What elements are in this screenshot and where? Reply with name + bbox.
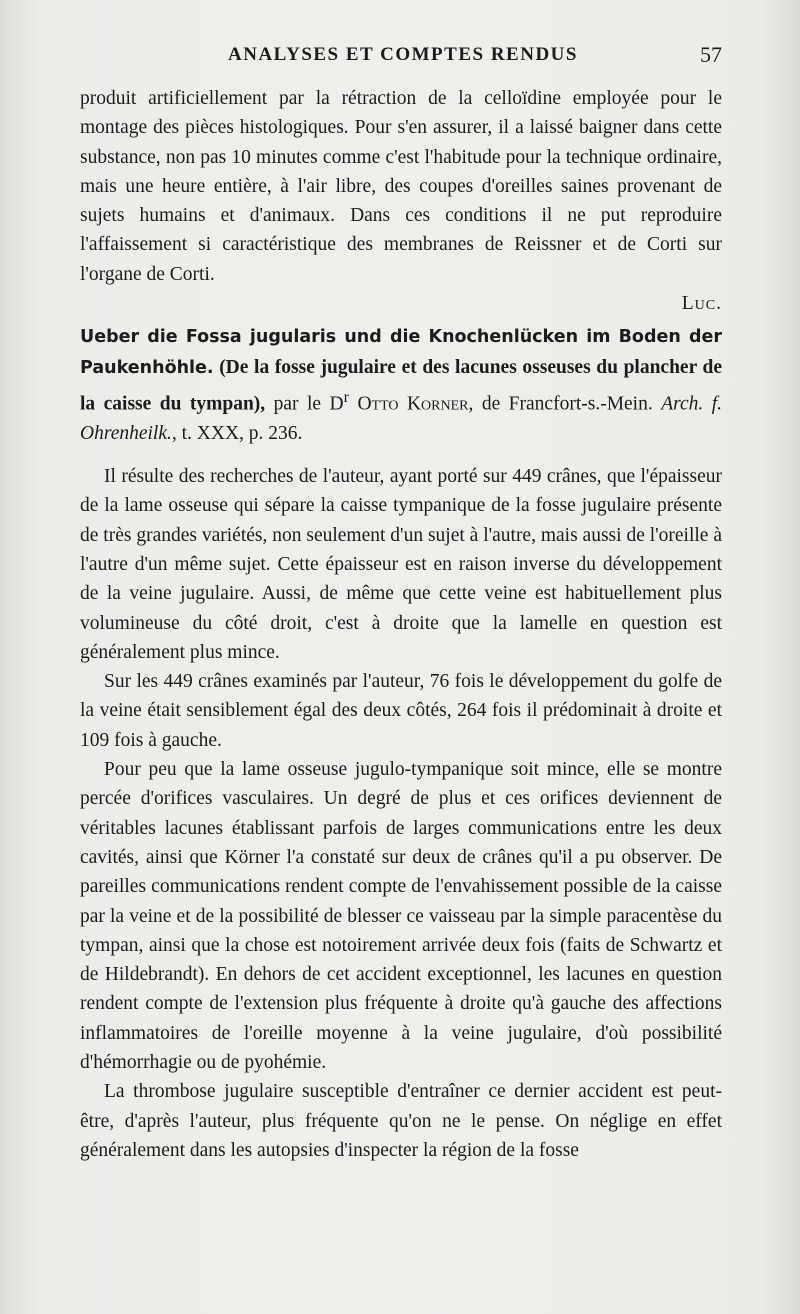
- article-journal: Arch. f. Ohrenheilk.: [80, 393, 722, 444]
- signature-luc: Luc.: [681, 293, 722, 315]
- article-by: par le D: [265, 393, 344, 415]
- paragraph-2: Sur les 449 crânes examinés par l'auteur, 76 fois le développement du golfe de la veine était sensiblement égal des deux côtés, 264 fois il prédominait à droite et 109 fois à gauche.: [80, 671, 722, 751]
- paragraph-3: Pour peu que la lame osseuse jugulo-tympanique soit mince, elle se montre percée d'orifices vasculaires. Un degré de plus et ces orifices deviennent de véritables lacunes établissant parfois de larges communications entre les deux cavités, ainsi que Körner l'a constaté sur deux de crânes qu'il a pu observer. De pareilles communications rendent compte de l'envahissement possible de la caisse par la veine et de la possibilité de blesser ce vaisseau par la simple paracentèse du tympan, ainsi que la chose est notoirement arrivée deux fois (faits de Schwartz et de Hildebrandt). En dehors de cet accident exceptionnel, les lacunes en question rendent compte de l'extension plus fréquente à droite qu'à gauche des affections inflammatoires de l'oreille moyenne à la veine jugulaire, d'où possibilité d'hémorrhagie ou de pyohémie.: [80, 759, 722, 1073]
- page-header: [80, 40, 722, 74]
- running-title: ANALYSES ET COMPTES RENDUS: [228, 44, 578, 65]
- article-location: , de Francfort-s.-Mein.: [468, 393, 662, 415]
- article-author-first: Otto: [349, 393, 407, 415]
- page-number: 57: [700, 42, 722, 67]
- article-heading: [80, 322, 722, 448]
- paragraph-intro: produit artificiellement par la rétraction de la celloïdine employée pour le montage des pièces histologiques. Pour s'en assurer, il a laissé baigner dans cette substance, non pas 10 minutes comme c'est l'habitude pour la technique ordinaire, mais une heure entière, à l'air libre, des coupes d'oreilles saines provenant de sujets humains et d'animaux. Dans ces conditions il ne put reproduire l'affaissement si caractéristique des membranes de Reissner et de Corti sur l'organe de Corti.: [80, 88, 722, 285]
- paragraph-1: Il résulte des recherches de l'auteur, ayant porté sur 449 crânes, que l'épaisseur de la lame osseuse qui sépare la caisse tympanique de la fosse jugulaire présente de très grandes variétés, non seulement d'un sujet à l'autre, mais aussi de l'oreille à l'autre d'un même sujet. Cette épaisseur est en raison inverse du développement de la veine jugulaire. Aussi, de même que cette veine est habituellement plus volumineuse du côté droit, c'est à droite que la lamelle en question est généralement plus mince.: [80, 466, 722, 663]
- article-title-german: Ueber die Fossa jugularis und die Knochenlücken im Boden der Paukenhöhle.: [80, 327, 722, 378]
- article-doctor-sup: r: [343, 387, 350, 406]
- article-citation: , t. XXX, p. 236.: [171, 422, 303, 444]
- article-title-french: (De la fosse jugulaire et des lacunes osseuses du plancher de la caisse du tympan),: [80, 356, 722, 415]
- article-author-last: Korner: [406, 393, 469, 415]
- paragraph-4: La thrombose jugulaire susceptible d'entraîner ce dernier accident est peut-être, d'après l'auteur, plus fréquente qu'on ne le pense. On néglige en effet généralement dans les autopsies d'inspecter la région de la fosse: [80, 1081, 722, 1161]
- body-text: [80, 84, 722, 1165]
